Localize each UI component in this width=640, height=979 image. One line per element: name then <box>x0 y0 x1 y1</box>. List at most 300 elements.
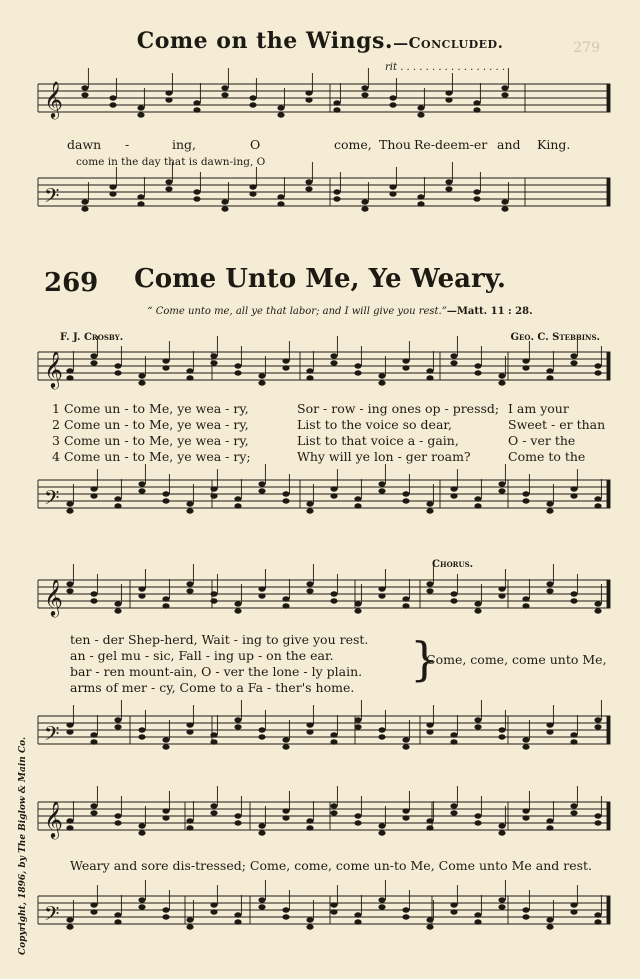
note-head <box>450 493 457 498</box>
note-head <box>66 825 73 830</box>
note-head <box>474 503 481 508</box>
note-head <box>417 105 424 110</box>
note-head <box>445 179 452 184</box>
note-head <box>277 194 284 199</box>
note-head <box>162 914 169 919</box>
note-head <box>389 191 396 196</box>
note-head <box>402 596 409 601</box>
note-head <box>333 107 340 112</box>
note-head <box>450 486 457 491</box>
treble-clef: 𝄞 <box>44 80 63 118</box>
treble-clef: 𝄞 <box>44 350 63 388</box>
note-head <box>114 813 121 818</box>
note-head <box>474 717 481 722</box>
note-head <box>474 813 481 818</box>
note-head <box>501 92 508 97</box>
scripture-text: “ Come unto me, all ye that labor; and I will give you rest.” <box>147 306 447 317</box>
note-head <box>258 586 265 591</box>
note-head <box>186 375 193 380</box>
note-head <box>426 722 433 727</box>
note-head <box>306 375 313 380</box>
note-head <box>417 201 424 206</box>
note-head <box>258 897 265 902</box>
note-head <box>330 598 337 603</box>
note-head <box>162 491 169 496</box>
note-head <box>389 184 396 189</box>
note-head <box>210 486 217 491</box>
note-head <box>570 902 577 907</box>
note-head <box>354 608 361 613</box>
continuation-lyric-word: dawn <box>67 137 102 152</box>
verse-line-part3: Sweet - er than <box>508 417 606 432</box>
note-head <box>402 358 409 363</box>
note-head <box>66 729 73 734</box>
note-head <box>90 739 97 744</box>
note-head <box>570 909 577 914</box>
note-head <box>498 830 505 835</box>
note-head <box>81 85 88 90</box>
verse-line <box>52 449 251 464</box>
note-head <box>570 732 577 737</box>
note-head <box>354 503 361 508</box>
note-head <box>354 820 361 825</box>
continuation-lyric-word: King. <box>537 137 571 152</box>
note-head <box>282 744 289 749</box>
note-head <box>234 601 241 606</box>
verse-text: Come un - to Me, ye wea - ry, <box>63 433 249 448</box>
note-head <box>474 912 481 917</box>
note-head <box>570 739 577 744</box>
note-head <box>193 196 200 201</box>
note-head <box>361 206 368 211</box>
note-head <box>354 601 361 606</box>
note-head <box>546 581 553 586</box>
note-head <box>186 508 193 513</box>
note-head <box>445 186 452 191</box>
note-head <box>450 598 457 603</box>
note-head <box>137 105 144 110</box>
note-head <box>305 97 312 102</box>
note-head <box>426 917 433 922</box>
note-head <box>306 508 313 513</box>
note-head <box>594 608 601 613</box>
note-head <box>165 186 172 191</box>
note-head <box>66 722 73 727</box>
note-head <box>306 368 313 373</box>
note-head <box>361 85 368 90</box>
continuation-lyric-word: O <box>250 137 261 152</box>
note-head <box>361 199 368 204</box>
author-credit: F. J. Crosby. <box>60 332 124 343</box>
note-head <box>426 581 433 586</box>
note-head <box>522 596 529 601</box>
end-bar <box>607 802 610 830</box>
note-head <box>306 924 313 929</box>
note-head <box>210 591 217 596</box>
note-head <box>498 586 505 591</box>
note-head <box>546 825 553 830</box>
end-bar <box>607 896 610 924</box>
note-head <box>162 358 169 363</box>
note-head <box>210 493 217 498</box>
note-head <box>258 481 265 486</box>
note-head <box>162 808 169 813</box>
note-head <box>90 810 97 815</box>
note-head <box>249 95 256 100</box>
note-head <box>162 596 169 601</box>
note-head <box>498 373 505 378</box>
note-head <box>306 917 313 922</box>
note-head <box>402 744 409 749</box>
hymn-title: Come Unto Me, Ye Weary. <box>134 264 506 294</box>
note-head <box>282 596 289 601</box>
note-head <box>330 902 337 907</box>
note-head <box>402 907 409 912</box>
note-head <box>258 823 265 828</box>
note-head <box>354 724 361 729</box>
note-head <box>138 727 145 732</box>
note-head <box>162 737 169 742</box>
note-head <box>570 803 577 808</box>
note-head <box>221 92 228 97</box>
note-head <box>522 808 529 813</box>
note-head <box>594 820 601 825</box>
note-head <box>402 815 409 820</box>
note-head <box>378 593 385 598</box>
note-head <box>546 924 553 929</box>
verse-line-part3: Come to the <box>508 449 586 464</box>
verse-line-part2: Sor - row - ing ones op - pressd; <box>297 401 500 416</box>
note-head <box>445 90 452 95</box>
note-head <box>474 363 481 368</box>
note-head <box>498 734 505 739</box>
scripture-quote <box>120 306 560 317</box>
note-head <box>282 365 289 370</box>
verse-line <box>52 401 249 416</box>
verse-text: Come un - to Me, ye wea - ry; <box>63 449 251 464</box>
note-head <box>138 380 145 385</box>
note-head <box>426 508 433 513</box>
note-head <box>522 907 529 912</box>
note-head <box>450 739 457 744</box>
note-head <box>402 365 409 370</box>
note-head <box>186 729 193 734</box>
note-head <box>162 907 169 912</box>
note-head <box>450 353 457 358</box>
continuation-title-text: Come on the Wings. <box>136 28 394 54</box>
note-head <box>305 186 312 191</box>
note-head <box>114 370 121 375</box>
note-head <box>90 909 97 914</box>
note-head <box>186 924 193 929</box>
note-head <box>522 914 529 919</box>
note-head <box>450 732 457 737</box>
note-head <box>473 100 480 105</box>
chorus-label: Chorus. <box>432 559 474 570</box>
tempo-marking: rit . . . . . . . . . . . . . . . . . <box>385 62 506 73</box>
note-head <box>546 917 553 922</box>
note-head <box>282 815 289 820</box>
note-head <box>354 363 361 368</box>
continuation-lyric-line2: come in the day that is dawn-ing, O <box>76 156 266 168</box>
note-head <box>450 909 457 914</box>
treble-clef: 𝄞 <box>44 578 63 616</box>
note-head <box>66 368 73 373</box>
note-head <box>282 358 289 363</box>
note-head <box>186 368 193 373</box>
end-bar <box>607 178 610 206</box>
note-head <box>450 803 457 808</box>
note-head <box>306 729 313 734</box>
note-head <box>426 818 433 823</box>
note-head <box>137 194 144 199</box>
note-head <box>234 919 241 924</box>
note-head <box>114 912 121 917</box>
note-head <box>109 95 116 100</box>
note-head <box>234 717 241 722</box>
note-head <box>330 353 337 358</box>
note-head <box>258 734 265 739</box>
note-head <box>570 486 577 491</box>
note-head <box>450 810 457 815</box>
note-head <box>570 360 577 365</box>
note-head <box>234 370 241 375</box>
bass-clef: 𝄢 <box>44 722 60 750</box>
bass-clef: 𝄢 <box>44 902 60 930</box>
bass-clef: 𝄢 <box>44 184 60 212</box>
note-head <box>138 823 145 828</box>
note-head <box>114 724 121 729</box>
note-head <box>90 360 97 365</box>
continuation-lyric-word: and <box>497 137 521 152</box>
note-head <box>417 194 424 199</box>
note-head <box>570 598 577 603</box>
note-head <box>66 508 73 513</box>
chorus-lyric: Come, come, come unto Me, <box>426 652 607 667</box>
note-head <box>498 897 505 902</box>
note-head <box>90 732 97 737</box>
end-bar <box>607 716 610 744</box>
note-head <box>221 199 228 204</box>
note-head <box>354 496 361 501</box>
note-head <box>114 363 121 368</box>
note-head <box>546 508 553 513</box>
continuation-title <box>0 28 640 54</box>
note-head <box>426 368 433 373</box>
end-bar <box>607 480 610 508</box>
note-head <box>138 734 145 739</box>
continuation-lyric-word: - <box>125 137 130 152</box>
note-head <box>90 591 97 596</box>
note-head <box>186 722 193 727</box>
note-head <box>66 818 73 823</box>
note-head <box>210 810 217 815</box>
end-bar <box>607 580 610 608</box>
note-head <box>258 373 265 378</box>
note-head <box>258 727 265 732</box>
note-head <box>210 598 217 603</box>
note-head <box>450 360 457 365</box>
faint-page-number: 279 <box>573 40 600 56</box>
note-head <box>193 107 200 112</box>
tempo-text: rit <box>385 62 397 73</box>
note-head <box>210 732 217 737</box>
note-head <box>138 488 145 493</box>
note-head <box>306 501 313 506</box>
note-head <box>221 85 228 90</box>
note-head <box>330 803 337 808</box>
note-head <box>258 830 265 835</box>
note-head <box>354 912 361 917</box>
note-head <box>594 717 601 722</box>
verse-brace: } <box>410 632 440 686</box>
verse-line <box>52 417 249 432</box>
note-head <box>282 808 289 813</box>
note-head <box>282 914 289 919</box>
note-head <box>594 370 601 375</box>
note-head <box>234 912 241 917</box>
note-head <box>210 909 217 914</box>
note-head <box>594 496 601 501</box>
note-head <box>210 803 217 808</box>
note-head <box>354 717 361 722</box>
note-head <box>306 588 313 593</box>
note-head <box>66 581 73 586</box>
note-head <box>282 907 289 912</box>
note-head <box>378 488 385 493</box>
note-head <box>66 917 73 922</box>
note-head <box>258 904 265 909</box>
note-head <box>498 380 505 385</box>
note-head <box>162 498 169 503</box>
end-bar <box>607 84 610 112</box>
note-head <box>193 189 200 194</box>
note-head <box>109 184 116 189</box>
note-head <box>138 586 145 591</box>
note-head <box>305 90 312 95</box>
note-head <box>137 201 144 206</box>
note-head <box>234 820 241 825</box>
note-head <box>305 179 312 184</box>
note-head <box>594 363 601 368</box>
note-head <box>426 501 433 506</box>
note-head <box>165 179 172 184</box>
note-head <box>498 481 505 486</box>
verse-line-part3: I am your <box>508 401 569 416</box>
note-head <box>333 100 340 105</box>
continuation-subtitle: —Concluded. <box>393 34 504 52</box>
verse-text: Come un - to Me, ye wea - ry, <box>63 417 249 432</box>
note-head <box>90 598 97 603</box>
note-head <box>378 897 385 902</box>
note-head <box>330 739 337 744</box>
note-head <box>522 358 529 363</box>
note-head <box>90 486 97 491</box>
note-head <box>498 727 505 732</box>
note-head <box>282 491 289 496</box>
note-head <box>474 496 481 501</box>
note-head <box>333 189 340 194</box>
note-head <box>277 201 284 206</box>
note-head <box>138 481 145 486</box>
scripture-reference: —Matt. 11 : 28. <box>446 306 533 317</box>
note-head <box>138 904 145 909</box>
note-head <box>473 107 480 112</box>
note-head <box>354 919 361 924</box>
note-head <box>162 815 169 820</box>
note-head <box>90 353 97 358</box>
note-head <box>402 498 409 503</box>
note-head <box>277 112 284 117</box>
note-head <box>306 722 313 727</box>
note-head <box>330 360 337 365</box>
note-head <box>378 823 385 828</box>
system3-lyric-line: Weary and sore dis-tressed; Come, come, come un-to Me, Come unto Me and rest. <box>70 858 593 873</box>
note-head <box>186 825 193 830</box>
note-head <box>109 191 116 196</box>
note-head <box>234 363 241 368</box>
continuation-lyric-word: come, <box>334 137 372 152</box>
system2-lyric-line: arms of mer - cy, Come to a Fa - ther's home. <box>70 680 355 695</box>
verse-line-part2: Why will ye lon - ger roam? <box>297 449 471 464</box>
note-head <box>522 815 529 820</box>
note-head <box>473 196 480 201</box>
treble-clef: 𝄞 <box>44 800 63 838</box>
note-head <box>426 825 433 830</box>
note-head <box>138 373 145 378</box>
note-head <box>162 603 169 608</box>
note-head <box>546 501 553 506</box>
note-head <box>474 601 481 606</box>
note-head <box>249 191 256 196</box>
note-head <box>249 184 256 189</box>
note-head <box>426 588 433 593</box>
note-head <box>546 588 553 593</box>
note-head <box>501 85 508 90</box>
note-head <box>522 737 529 742</box>
note-head <box>221 206 228 211</box>
note-head <box>378 481 385 486</box>
note-head <box>426 924 433 929</box>
verse-text: Come un - to Me, ye wea - ry, <box>63 401 249 416</box>
note-head <box>378 727 385 732</box>
note-head <box>501 199 508 204</box>
note-head <box>570 493 577 498</box>
verse-line-part3: O - ver the <box>508 433 576 448</box>
note-head <box>114 496 121 501</box>
note-head <box>114 608 121 613</box>
note-head <box>450 591 457 596</box>
bass-clef: 𝄢 <box>44 486 60 514</box>
note-head <box>354 813 361 818</box>
note-head <box>498 488 505 493</box>
note-head <box>114 601 121 606</box>
note-head <box>330 909 337 914</box>
note-head <box>546 368 553 373</box>
note-head <box>234 496 241 501</box>
note-head <box>234 813 241 818</box>
note-head <box>570 353 577 358</box>
note-head <box>81 92 88 97</box>
note-head <box>361 92 368 97</box>
note-head <box>474 724 481 729</box>
continuation-lyric-word: Thou <box>379 137 411 152</box>
note-head <box>378 904 385 909</box>
note-head <box>186 588 193 593</box>
note-head <box>306 818 313 823</box>
note-head <box>498 904 505 909</box>
hymn-number: 269 <box>44 268 99 298</box>
